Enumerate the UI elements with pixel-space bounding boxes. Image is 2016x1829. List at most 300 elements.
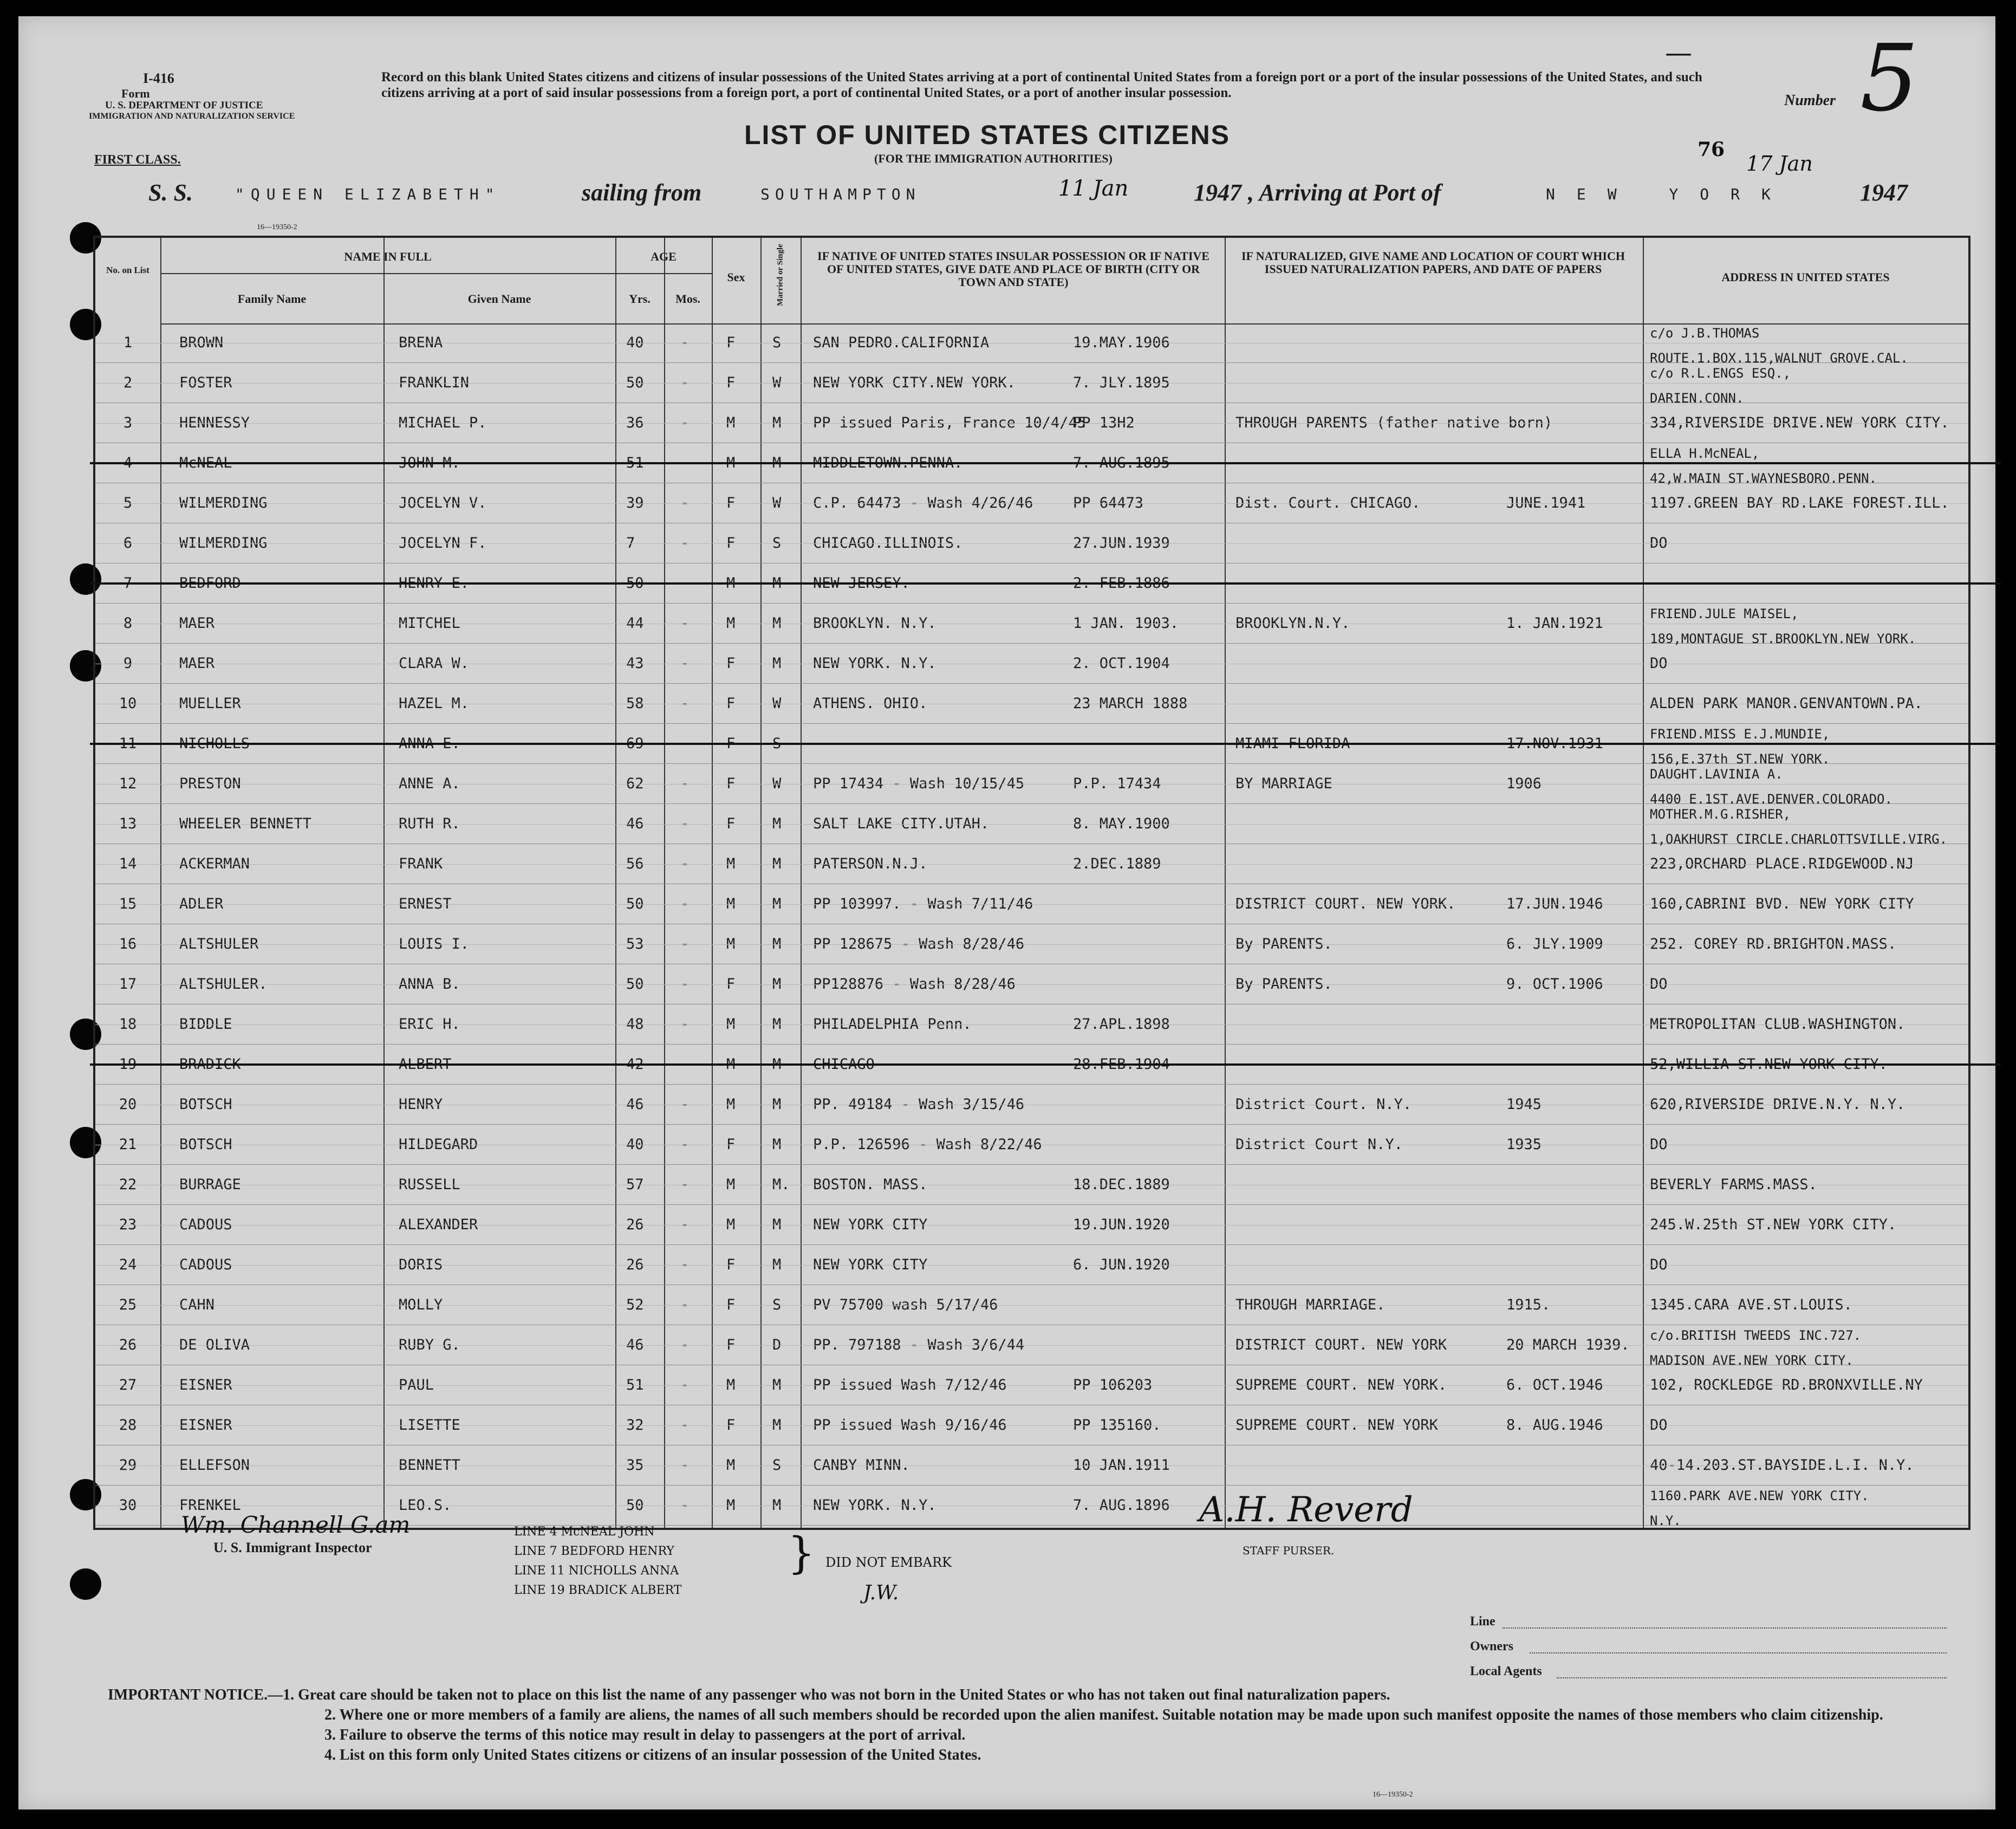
birth-date: 7. JLY.1895 bbox=[1073, 374, 1170, 391]
notice-item-4: 4. List on this form only United States citizens or citizens of an insular possession of the United States. bbox=[324, 1747, 981, 1763]
sex: F bbox=[726, 1256, 736, 1273]
naturalization-court: BROOKLYN.N.Y. bbox=[1235, 615, 1350, 632]
address: DO bbox=[1650, 1417, 1668, 1434]
department: U. S. DEPARTMENT OF JUSTICE bbox=[105, 100, 263, 111]
birth-date: 1 JAN. 1903. bbox=[1073, 615, 1179, 632]
marital-status: M bbox=[772, 1377, 782, 1393]
age-years: 51 bbox=[626, 1377, 644, 1393]
given-name: HAZEL M. bbox=[399, 695, 470, 712]
sex: M bbox=[726, 575, 736, 592]
sailing-label: sailing from bbox=[582, 179, 702, 206]
age-years: 51 bbox=[626, 455, 644, 471]
birth-date: PP 13H2 bbox=[1073, 414, 1135, 431]
address: METROPOLITAN CLUB.WASHINGTON. bbox=[1650, 1016, 1906, 1033]
age-months: - bbox=[680, 414, 690, 431]
family-name: ACKERMAN bbox=[179, 855, 250, 872]
age-years: 42 bbox=[626, 1056, 644, 1073]
birth-place: BOSTON. MASS. bbox=[813, 1176, 928, 1193]
list-number: 3 bbox=[123, 414, 133, 431]
naturalization-date: 1945 bbox=[1506, 1096, 1542, 1113]
sex: M bbox=[726, 1457, 736, 1474]
birth-place: PATERSON.N.J. bbox=[813, 855, 928, 872]
notice-item-2: 2. Where one or more members of a family are aliens, the names of all such members should be recorded upon the alien manifest. Suitable notation may be made upon such manifest opposite the names of those members who claim citizenship. bbox=[324, 1707, 1883, 1723]
list-number: 23 bbox=[119, 1216, 137, 1233]
given-name: LEO.S. bbox=[399, 1497, 452, 1514]
list-number: 18 bbox=[119, 1016, 137, 1033]
family-name: NICHOLLS bbox=[179, 735, 250, 752]
list-number: 7 bbox=[123, 575, 133, 592]
age-months: - bbox=[680, 1056, 690, 1073]
service: IMMIGRATION AND NATURALIZATION SERVICE bbox=[89, 112, 295, 121]
sex: F bbox=[726, 535, 736, 552]
not-embarked-line: LINE 11 NICHOLLS ANNA bbox=[514, 1564, 679, 1578]
age-months: - bbox=[680, 896, 690, 912]
address: c/o.BRITISH TWEEDS INC.727. bbox=[1650, 1328, 1862, 1343]
age-years: 40 bbox=[626, 1136, 644, 1153]
sex: F bbox=[726, 775, 736, 792]
family-name: DE OLIVA bbox=[179, 1337, 250, 1353]
age-months: - bbox=[680, 1497, 690, 1514]
age-years: 52 bbox=[626, 1296, 644, 1313]
arriving-label: , Arriving at Port of bbox=[1248, 179, 1441, 206]
table-row bbox=[95, 1286, 1968, 1325]
birth-date: 27.JUN.1939 bbox=[1073, 535, 1170, 552]
naturalization-date: JUNE.1941 bbox=[1506, 495, 1586, 511]
age-months: - bbox=[680, 1457, 690, 1474]
page-number: 76 bbox=[1698, 138, 1725, 161]
naturalization-court: District Court N.Y. bbox=[1235, 1136, 1403, 1153]
birth-place: BROOKLYN. N.Y. bbox=[813, 615, 937, 632]
family-name: FOSTER bbox=[179, 374, 232, 391]
table-row bbox=[95, 644, 1968, 684]
naturalization-court: District Court. N.Y. bbox=[1235, 1096, 1412, 1113]
list-number: 2 bbox=[123, 374, 133, 391]
birth-place: NEW YORK CITY bbox=[813, 1256, 928, 1273]
given-name: ERNEST bbox=[399, 896, 452, 912]
family-name: BOTSCH bbox=[179, 1136, 232, 1153]
marital-status: W bbox=[772, 695, 782, 712]
family-name: BIDDLE bbox=[179, 1016, 232, 1033]
age-months: - bbox=[680, 615, 690, 632]
list-number: 17 bbox=[119, 976, 137, 993]
list-number: 4 bbox=[123, 455, 133, 471]
top-dash: — bbox=[1665, 37, 1692, 68]
sex: M bbox=[726, 1096, 736, 1113]
family-name: WILMERDING bbox=[179, 495, 268, 511]
arrive-year: 1947 bbox=[1860, 179, 1908, 206]
naturalization-date: 17.NOV.1931 bbox=[1506, 735, 1603, 752]
marital-status: M bbox=[772, 615, 782, 632]
naturalization-date: 1935 bbox=[1506, 1136, 1542, 1153]
table-row bbox=[95, 564, 1968, 604]
not-embarked-line: LINE 4 McNEAL JOHN bbox=[514, 1525, 655, 1539]
given-name: JOHN M. bbox=[399, 455, 460, 471]
age-years: 50 bbox=[626, 896, 644, 912]
marital-status: M bbox=[772, 1216, 782, 1233]
naturalization-date: 8. AUG.1946 bbox=[1506, 1417, 1603, 1434]
age-years: 50 bbox=[626, 976, 644, 993]
important-notice bbox=[108, 1685, 1966, 1765]
naturalization-date: 6. JLY.1909 bbox=[1506, 936, 1603, 952]
marital-status: M bbox=[772, 1256, 782, 1273]
form-code-bottom: 16—19350-2 bbox=[1373, 1791, 1413, 1799]
family-name: BEDFORD bbox=[179, 575, 241, 592]
notice-heading: IMPORTANT NOTICE. bbox=[108, 1687, 268, 1703]
table-row bbox=[95, 684, 1968, 724]
age-months: - bbox=[680, 1136, 690, 1153]
address: DO bbox=[1650, 535, 1668, 552]
address: 52,WILLIA ST.NEW YORK CITY. bbox=[1650, 1056, 1888, 1073]
birth-place: P.P. 126596 - Wash 8/22/46 bbox=[813, 1136, 1042, 1153]
list-number: 8 bbox=[123, 615, 133, 632]
not-embarked-line: LINE 7 BEDFORD HENRY bbox=[514, 1545, 674, 1558]
age-years: 50 bbox=[626, 374, 644, 391]
record-text: Record on this blank United States citizens and citizens of insular possessions of the United States arriving at a port of continental United States from a foreign port or a port of the insular possessions of the United States, and such citizens arriving at a port of said insular possessions from a foreign port, a port of continental United States, or a port of another insular possession. bbox=[381, 70, 1702, 100]
sex: F bbox=[726, 655, 736, 672]
age-months: - bbox=[680, 695, 690, 712]
table-row bbox=[95, 1205, 1968, 1245]
table-row bbox=[95, 1085, 1968, 1125]
sex: F bbox=[726, 374, 736, 391]
age-months: - bbox=[680, 775, 690, 792]
given-name: ANNA B. bbox=[399, 976, 460, 993]
address-line2: N.Y. bbox=[1650, 1513, 1681, 1528]
birth-date: PP 135160. bbox=[1073, 1417, 1161, 1434]
family-name: MUELLER bbox=[179, 695, 241, 712]
list-number: 30 bbox=[119, 1497, 137, 1514]
given-name: ALEXANDER bbox=[399, 1216, 478, 1233]
sex: F bbox=[726, 1296, 736, 1313]
naturalization-court: DISTRICT COURT. NEW YORK. bbox=[1235, 896, 1456, 912]
sex: M bbox=[726, 896, 736, 912]
birth-date: 7. AUG.1895 bbox=[1073, 455, 1170, 471]
birth-date: 19.MAY.1906 bbox=[1073, 334, 1170, 351]
age-months: - bbox=[680, 655, 690, 672]
age-months: - bbox=[680, 575, 690, 592]
list-number: 9 bbox=[123, 655, 133, 672]
naturalization-date: 17.JUN.1946 bbox=[1506, 896, 1603, 912]
list-number: 21 bbox=[119, 1136, 137, 1153]
purser-signature: A.H. Reverd bbox=[1199, 1490, 1413, 1530]
address-line2: 189,MONTAGUE ST.BROOKLYN.NEW YORK. bbox=[1650, 631, 1916, 646]
given-name: RUBY G. bbox=[399, 1337, 460, 1353]
marital-status: M bbox=[772, 1497, 782, 1514]
naturalization-court: DISTRICT COURT. NEW YORK bbox=[1235, 1337, 1447, 1353]
birth-place: PP issued Paris, France 10/4/45 bbox=[813, 414, 1086, 431]
marital-status: M bbox=[772, 1417, 782, 1434]
age-years: 53 bbox=[626, 936, 644, 952]
family-name: ELLEFSON bbox=[179, 1457, 250, 1474]
family-name: FRENKEL bbox=[179, 1497, 241, 1514]
given-name: DORIS bbox=[399, 1256, 443, 1273]
given-name: MITCHEL bbox=[399, 615, 460, 632]
naturalization-date: 1906 bbox=[1506, 775, 1542, 792]
birth-place: CHICAGO.ILLINOIS. bbox=[813, 535, 963, 552]
birth-place: PP. 49184 - Wash 3/15/46 bbox=[813, 1096, 1025, 1113]
table-row bbox=[95, 1165, 1968, 1205]
table-row bbox=[95, 1406, 1968, 1445]
marital-status: M bbox=[772, 1056, 782, 1073]
address: DAUGHT.LAVINIA A. bbox=[1650, 767, 1783, 782]
given-name: PAUL bbox=[399, 1377, 434, 1393]
age-months: - bbox=[680, 374, 690, 391]
given-name: LISETTE bbox=[399, 1417, 460, 1434]
marital-status: S bbox=[772, 1296, 782, 1313]
class-label: FIRST CLASS. bbox=[94, 153, 181, 167]
family-name: MAER bbox=[179, 655, 215, 672]
given-name: HENRY E. bbox=[399, 575, 470, 592]
age-months: - bbox=[680, 976, 690, 993]
table-row bbox=[95, 845, 1968, 884]
birth-place: NEW JERSEY. bbox=[813, 575, 910, 592]
table-row bbox=[95, 885, 1968, 924]
age-months: - bbox=[680, 495, 690, 511]
age-years: 40 bbox=[626, 334, 644, 351]
naturalization-court: SUPREME COURT. NEW YORK. bbox=[1235, 1377, 1447, 1393]
birth-date: 19.JUN.1920 bbox=[1073, 1216, 1170, 1233]
page-title: LIST OF UNITED STATES CITIZENS bbox=[744, 120, 1231, 150]
birth-date: 28.FEB.1904 bbox=[1073, 1056, 1170, 1073]
marital-status: M. bbox=[772, 1176, 790, 1193]
marital-status: M bbox=[772, 896, 782, 912]
birth-date: 2.DEC.1889 bbox=[1073, 855, 1161, 872]
age-months: - bbox=[680, 1417, 690, 1434]
table-row bbox=[95, 1326, 1968, 1368]
age-months: - bbox=[680, 455, 690, 471]
sex: M bbox=[726, 1016, 736, 1033]
age-months: - bbox=[680, 1337, 690, 1353]
initials: J.W. bbox=[863, 1582, 899, 1604]
age-months: - bbox=[680, 1296, 690, 1313]
marital-status: D bbox=[772, 1337, 782, 1353]
list-number: 14 bbox=[119, 855, 137, 872]
marital-status: W bbox=[772, 374, 782, 391]
address-line2: 1,OAKHURST CIRCLE.CHARLOTTSVILLE.VIRG. bbox=[1650, 832, 1948, 847]
sex: M bbox=[726, 936, 736, 952]
age-years: 57 bbox=[626, 1176, 644, 1193]
header-birth: IF NATIVE OF UNITED STATES INSULAR POSSESSION OR IF NATIVE OF UNITED STATES, GIVE DATE AND PLACE OF BIRTH (CITY OR TOWN AND STATE) bbox=[817, 249, 1209, 289]
birth-date: 8. MAY.1900 bbox=[1073, 815, 1170, 832]
sex: M bbox=[726, 615, 736, 632]
birth-place: PP issued Wash 9/16/46 bbox=[813, 1417, 1007, 1434]
family-name: WILMERDING bbox=[179, 535, 268, 552]
birth-place: PP 103997. - Wash 7/11/46 bbox=[813, 896, 1033, 912]
address: 245.W.25th ST.NEW YORK CITY. bbox=[1650, 1216, 1897, 1233]
age-years: 50 bbox=[626, 1497, 644, 1514]
did-not-embark-note: DID NOT EMBARK bbox=[825, 1555, 952, 1570]
given-name: FRANK bbox=[399, 855, 443, 872]
address: c/o J.B.THOMAS bbox=[1650, 326, 1760, 341]
ship-name: "QUEEN ELIZABETH" bbox=[235, 185, 501, 203]
sex: M bbox=[726, 855, 736, 872]
table-row bbox=[95, 1045, 1968, 1085]
given-name: MICHAEL P. bbox=[399, 414, 487, 431]
list-number: 28 bbox=[119, 1417, 137, 1434]
given-name: BRENA bbox=[399, 334, 443, 351]
family-name: EISNER bbox=[179, 1377, 232, 1393]
purser-label: STAFF PURSER. bbox=[1243, 1544, 1335, 1557]
given-name: ANNA E. bbox=[399, 735, 460, 752]
inspector-label: U. S. Immigrant Inspector bbox=[213, 1540, 372, 1555]
brace-mark: } bbox=[788, 1528, 815, 1578]
marital-status: S bbox=[772, 535, 782, 552]
list-number: 19 bbox=[119, 1056, 137, 1073]
birth-place: PHILADELPHIA Penn. bbox=[813, 1016, 972, 1033]
given-name: HENRY bbox=[399, 1096, 443, 1113]
family-name: CADOUS bbox=[179, 1256, 232, 1273]
given-name: JOCELYN V. bbox=[399, 495, 487, 511]
owners-label: Owners bbox=[1470, 1639, 1513, 1653]
birth-place: ATHENS. OHIO. bbox=[813, 695, 928, 712]
list-number: 15 bbox=[119, 896, 137, 912]
sex: F bbox=[726, 1136, 736, 1153]
family-name: MAER bbox=[179, 615, 215, 632]
family-name: ADLER bbox=[179, 896, 224, 912]
table-row bbox=[95, 364, 1968, 406]
age-years: 39 bbox=[626, 495, 644, 511]
list-number: 29 bbox=[119, 1457, 137, 1474]
family-name: WHEELER BENNETT bbox=[179, 815, 311, 832]
age-years: 46 bbox=[626, 1096, 644, 1113]
passenger-table bbox=[93, 236, 1971, 1530]
address-line2: ROUTE.1.BOX.115,WALNUT GROVE.CAL. bbox=[1650, 351, 1908, 366]
naturalization-court: MIAMI FLORIDA bbox=[1235, 735, 1350, 752]
header-given-name: Given Name bbox=[467, 292, 531, 306]
marital-status: M bbox=[772, 1136, 782, 1153]
birth-place: NEW YORK. N.Y. bbox=[813, 655, 937, 672]
manifest-sheet bbox=[18, 16, 1995, 1809]
family-name: McNEAL bbox=[179, 455, 232, 471]
given-name: JOCELYN F. bbox=[399, 535, 487, 552]
list-number: 24 bbox=[119, 1256, 137, 1273]
given-name: LOUIS I. bbox=[399, 936, 470, 952]
table-row bbox=[95, 1005, 1968, 1045]
list-number: 5 bbox=[123, 495, 133, 511]
marital-status: W bbox=[772, 495, 782, 511]
address: FRIEND.JULE MAISEL, bbox=[1650, 606, 1799, 621]
table-row bbox=[95, 764, 1968, 807]
address-line2: 156,E.37th ST.NEW YORK. bbox=[1650, 751, 1830, 767]
table-row bbox=[95, 404, 1968, 443]
naturalization-court: THROUGH PARENTS (father native born) bbox=[1235, 414, 1553, 431]
marital-status: M bbox=[772, 855, 782, 872]
sex: F bbox=[726, 495, 736, 511]
birth-place: PP 128675 - Wash 8/28/46 bbox=[813, 936, 1025, 952]
header-mos: Mos. bbox=[675, 292, 700, 306]
address-line2: 42,W.MAIN ST.WAYNESBORO.PENN. bbox=[1650, 471, 1877, 486]
age-years: 35 bbox=[626, 1457, 644, 1474]
header-naturalized: IF NATURALIZED, GIVE NAME AND LOCATION OF COURT WHICH ISSUED NATURALIZATION PAPERS, AND DATE OF PAPERS bbox=[1241, 249, 1625, 276]
age-months: - bbox=[680, 735, 690, 752]
birth-place: SALT LAKE CITY.UTAH. bbox=[813, 815, 990, 832]
age-months: - bbox=[680, 334, 690, 351]
birth-place: MIDDLETOWN.PENNA. bbox=[813, 455, 963, 471]
address: MOTHER.M.G.RISHER, bbox=[1650, 807, 1791, 822]
list-number: 1 bbox=[123, 334, 133, 351]
given-name: ERIC H. bbox=[399, 1016, 460, 1033]
age-months: - bbox=[680, 1216, 690, 1233]
header-no: No. on List bbox=[106, 265, 149, 275]
address: DO bbox=[1650, 976, 1668, 993]
sex: F bbox=[726, 815, 736, 832]
sex: M bbox=[726, 1216, 736, 1233]
family-name: ALTSHULER. bbox=[179, 976, 268, 993]
family-name: CADOUS bbox=[179, 1216, 232, 1233]
address: 334,RIVERSIDE DRIVE.NEW YORK CITY. bbox=[1650, 414, 1949, 431]
age-months: - bbox=[680, 855, 690, 872]
given-name: CLARA W. bbox=[399, 655, 470, 672]
notice-item-3: 3. Failure to observe the terms of this notice may result in delay to passengers at the port of arrival. bbox=[324, 1727, 966, 1743]
birth-date: 23 MARCH 1888 bbox=[1073, 695, 1188, 712]
given-name: FRANKLIN bbox=[399, 374, 470, 391]
list-number: 16 bbox=[119, 936, 137, 952]
family-name: BROWN bbox=[179, 334, 224, 351]
marital-status: M bbox=[772, 936, 782, 952]
sex: F bbox=[726, 334, 736, 351]
address: 40-14.203.ST.BAYSIDE.L.I. N.Y. bbox=[1650, 1457, 1914, 1474]
address-line2: MADISON AVE.NEW YORK CITY. bbox=[1650, 1353, 1854, 1368]
address-line2: 4400 E.1ST.AVE.DENVER.COLORADO. bbox=[1650, 792, 1893, 807]
family-name: HENNESSY bbox=[179, 414, 250, 431]
header-sex: Sex bbox=[727, 270, 745, 284]
marital-status: M bbox=[772, 1016, 782, 1033]
given-name: BENNETT bbox=[399, 1457, 460, 1474]
header-yrs: Yrs. bbox=[629, 292, 651, 306]
marital-status: M bbox=[772, 455, 782, 471]
sex: M bbox=[726, 1377, 736, 1393]
age-months: - bbox=[680, 535, 690, 552]
list-number: 11 bbox=[119, 735, 137, 752]
header-age: AGE bbox=[651, 250, 677, 263]
birth-date: 10 JAN.1911 bbox=[1073, 1457, 1170, 1474]
notice-item-1: —1. Great care should be taken not to place on this list the name of any passenger who was not born in the United States or who has not taken out final naturalization papers. bbox=[268, 1687, 1390, 1703]
punch-hole bbox=[70, 1568, 101, 1600]
sex: M bbox=[726, 1176, 736, 1193]
port-to: NEW YORK bbox=[1546, 185, 1792, 203]
address: 160,CABRINI BVD. NEW YORK CITY bbox=[1650, 896, 1914, 912]
agents-label: Local Agents bbox=[1470, 1664, 1542, 1678]
form-code-top: 16—19350-2 bbox=[257, 223, 297, 231]
birth-date: 2. OCT.1904 bbox=[1073, 655, 1170, 672]
not-embarked-list bbox=[514, 1522, 681, 1600]
port-from: SOUTHAMPTON bbox=[760, 185, 921, 203]
given-name: HILDEGARD bbox=[399, 1136, 478, 1153]
birth-place: PP 17434 - Wash 10/15/45 bbox=[813, 775, 1025, 792]
list-number: 26 bbox=[119, 1337, 137, 1353]
header-address: ADDRESS IN UNITED STATES bbox=[1721, 270, 1890, 284]
naturalization-court: By PARENTS. bbox=[1235, 976, 1332, 993]
sex: M bbox=[726, 1056, 736, 1073]
ss-label: S. S. bbox=[148, 179, 193, 206]
age-years: 7 bbox=[626, 535, 635, 552]
birth-place: CHICAGO bbox=[813, 1056, 875, 1073]
address: 1197.GREEN BAY RD.LAKE FOREST.ILL. bbox=[1650, 495, 1949, 511]
sex: F bbox=[726, 976, 736, 993]
page-subtitle: (FOR THE IMMIGRATION AUTHORITIES) bbox=[874, 152, 1113, 165]
birth-date: PP 106203 bbox=[1073, 1377, 1153, 1393]
list-number: 22 bbox=[119, 1176, 137, 1193]
list-number: 10 bbox=[119, 695, 137, 712]
address: ELLA H.McNEAL, bbox=[1650, 446, 1760, 461]
age-months: - bbox=[680, 1176, 690, 1193]
header-name-in-full: NAME IN FULL bbox=[344, 250, 432, 263]
marital-status: S bbox=[772, 1457, 782, 1474]
marital-status: W bbox=[772, 775, 782, 792]
naturalization-date: 1. JAN.1921 bbox=[1506, 615, 1603, 632]
age-months: - bbox=[680, 936, 690, 952]
birth-place: PP128876 - Wash 8/28/46 bbox=[813, 976, 1016, 993]
marital-status: M bbox=[772, 1096, 782, 1113]
